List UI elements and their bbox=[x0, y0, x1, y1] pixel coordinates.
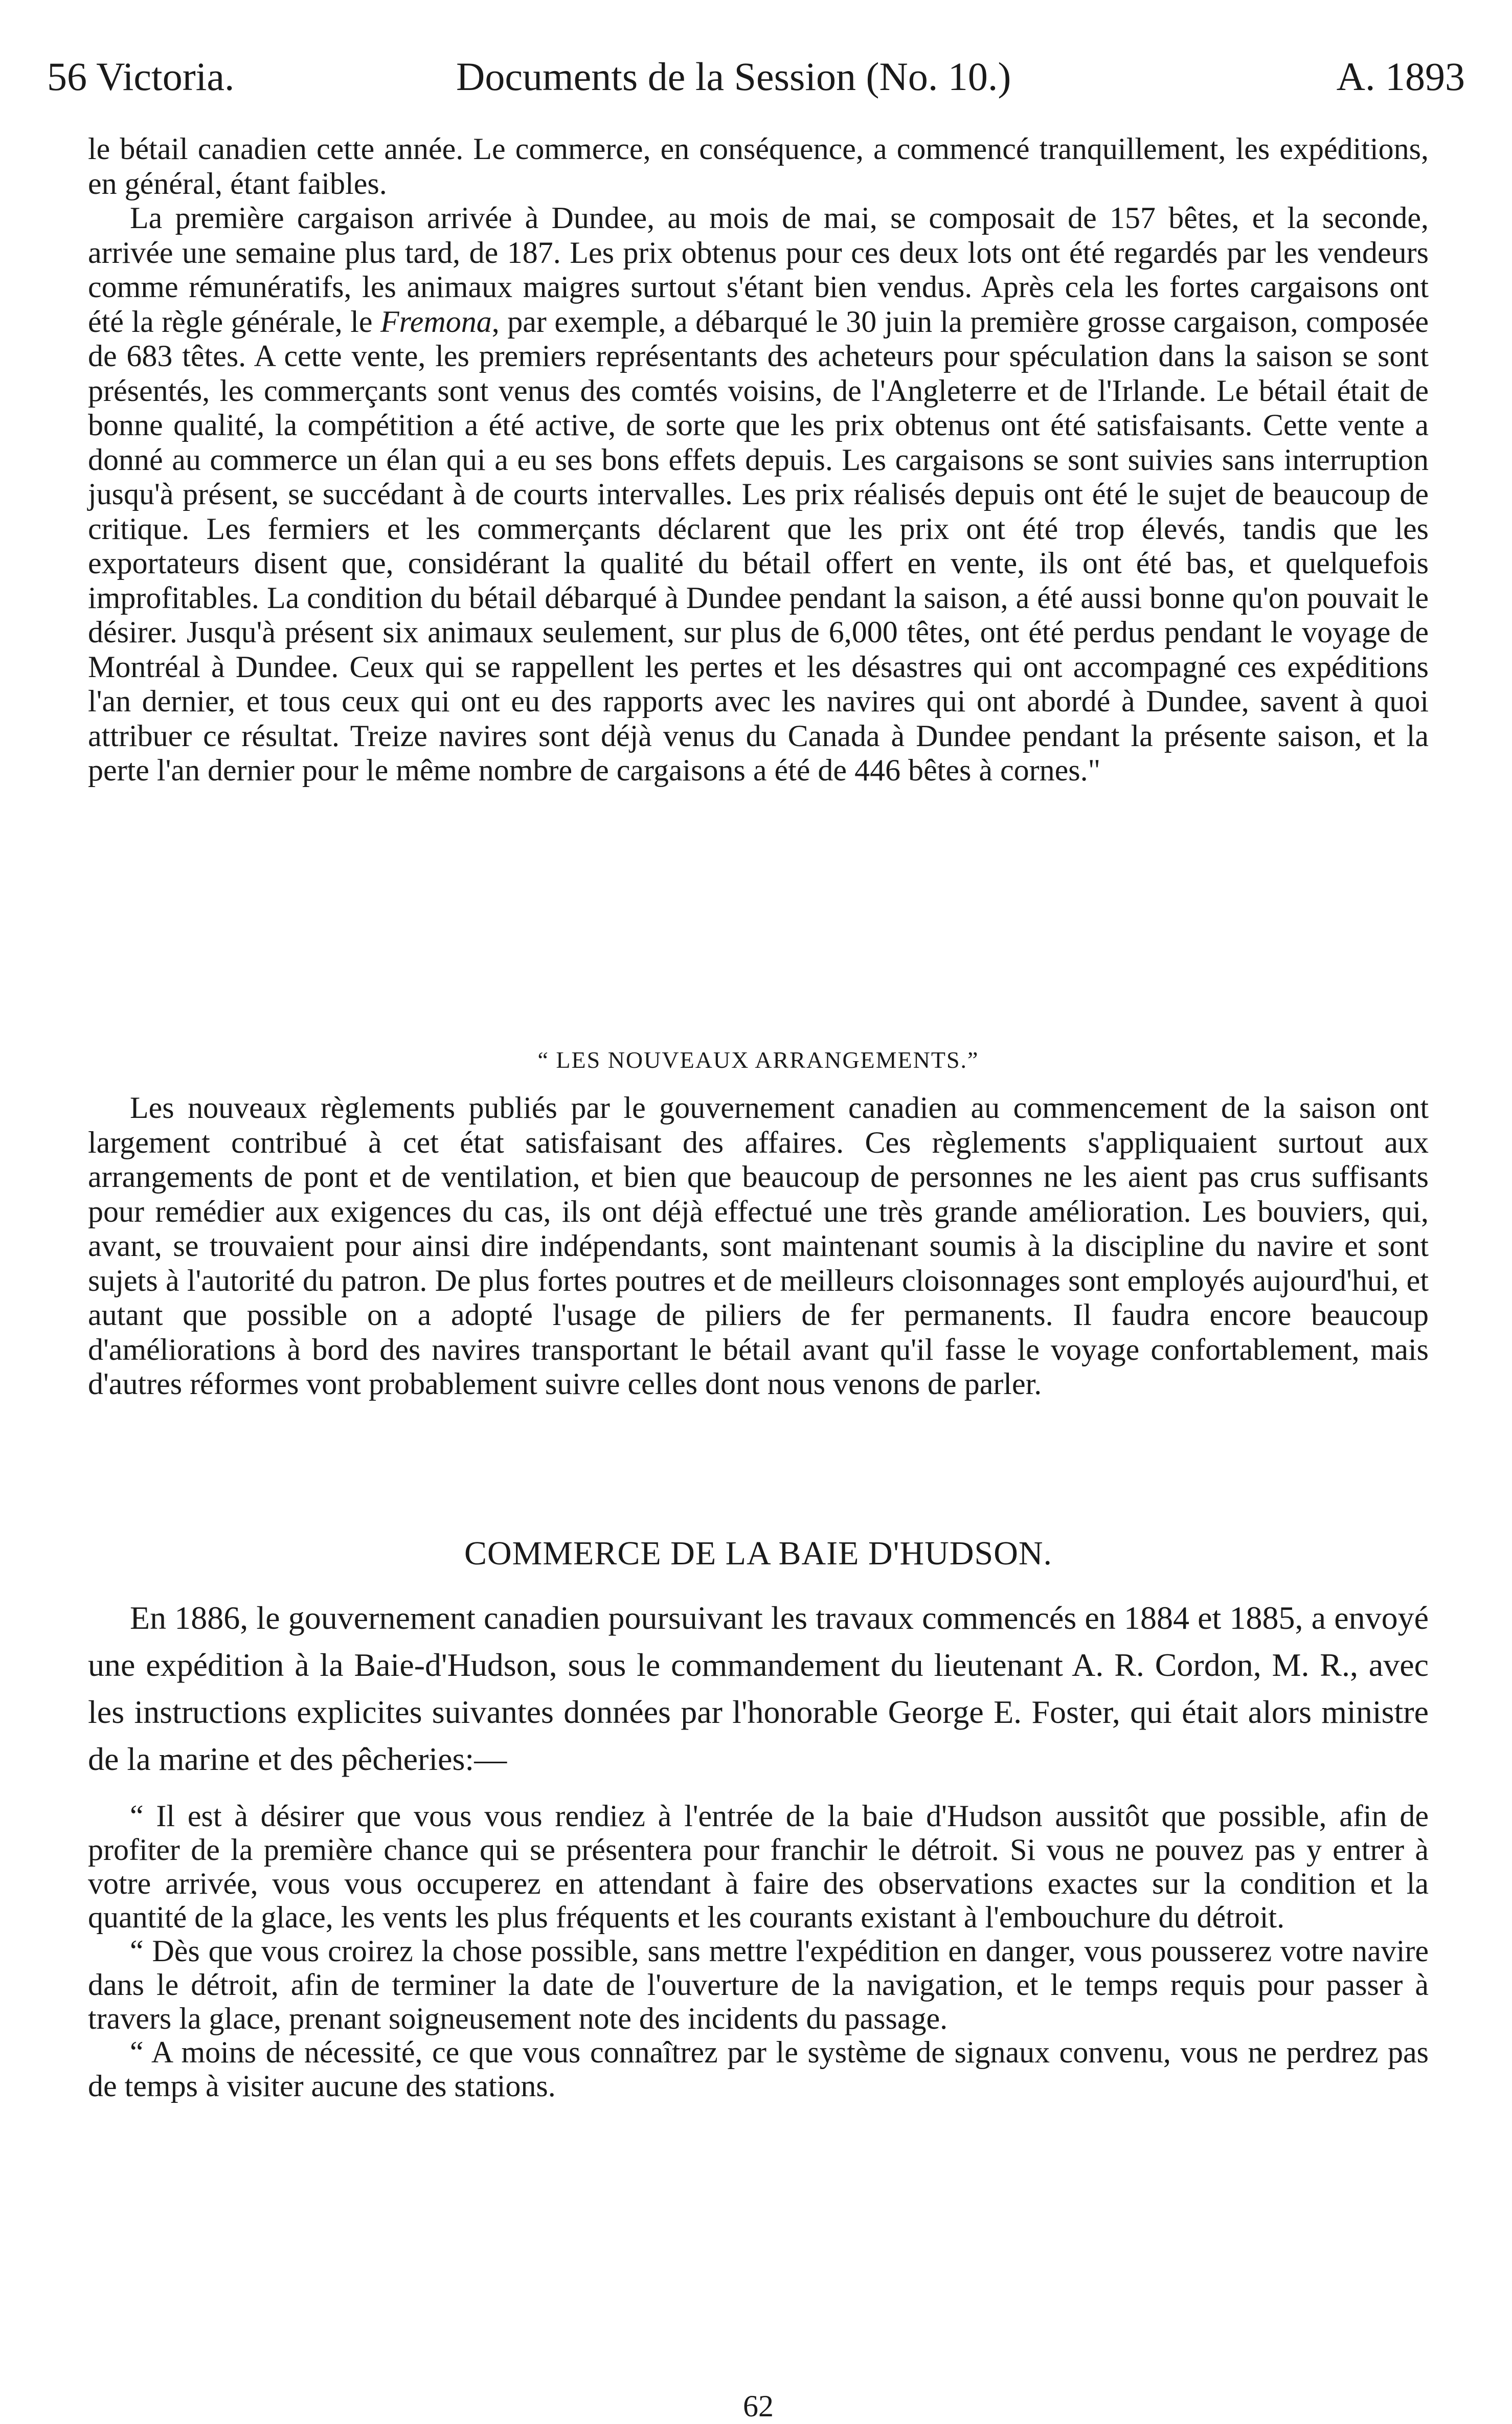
header-year: A. 1893 bbox=[1336, 54, 1465, 99]
section-hudson-body bbox=[88, 1595, 1429, 1783]
header-title: Documents de la Session (No. 10.) bbox=[456, 54, 1011, 99]
paragraph-hudson: En 1886, le gouvernement canadien poursuivant les travaux commencés en 1884 et 1885, a envoyé une expédition à la Baie-d'Hudson, sous le commandement du lieutenant A. R. Cordon, M. R., avec les instructions explicites suivantes données par l'honorable George E. Foster, qui était alors ministre de la marine et des pêcheries:— bbox=[88, 1600, 1429, 1777]
section-arrangements-body bbox=[88, 1091, 1429, 1402]
section-heading-arrangements: “ LES NOUVEAUX ARRANGEMENTS.” bbox=[537, 1047, 979, 1073]
ship-name: Fremona bbox=[380, 304, 492, 339]
page-number: 62 bbox=[743, 2389, 774, 2423]
section-heading-hudson: COMMERCE DE LA BAIE D'HUDSON. bbox=[464, 1535, 1053, 1572]
paragraph-cargaison bbox=[88, 201, 1429, 788]
body-text bbox=[88, 132, 1429, 2423]
paragraph-arrangements: Les nouveaux règlements publiés par le gouvernement canadien au commencement de la saison ont largement contribué à cet état satisfaisant des affaires. Ces règlements s'appliquaient surtout aux arrangements de pont et de ventilation, et bien que beaucoup de personnes ne les aient pas crus suffisants pour remédier aux exigences du cas, ils ont déjà effectué une très grande amélioration. Les bouviers, qui, avant, se trouvaient pour ainsi dire indépendants, sont maintenant soumis à la discipline du navire et sont sujets à l'autorité du patron. De plus fortes poutres et de meilleurs cloisonnages sont employés aujourd'hui, et autant que possible on a adopté l'usage de piliers de fer permanents. Il faudra encore beaucoup d'améliorations à bord des navires transportant le bétail avant qu'il fasse le voyage confortablement, mais d'autres réformes vont probablement suivre celles dont nous venons de parler. bbox=[88, 1091, 1429, 1401]
header-volume: 56 Victoria. bbox=[47, 54, 235, 99]
paragraph-cargaison-part1: La première cargaison arrivée à Dundee, au mois de mai, se composait de 157 bêtes, et la seconde, arrivée une semaine plus tard, de 187. Les prix obtenus pour ces deux lots ont été regardés par les vendeurs comme rémunératifs, les animaux maigres surtout s'étant bien vendus. Après cela les fortes cargaisons ont été la règle générale, le bbox=[88, 201, 1429, 339]
paragraph-continuation: le bétail canadien cette année. Le commerce, en conséquence, a commencé tranquillement, les expéditions, en général, étant faibles. bbox=[88, 132, 1429, 200]
instructions-quote bbox=[88, 1799, 1429, 2103]
quote-paragraph-2: “ Dès que vous croirez la chose possible, sans mettre l'expédition en danger, vous pousserez votre navire dans le détroit, afin de terminer la date de l'ouverture de la navigation, et le temps requis pour passer à travers la glace, prenant soigneusement note des incidents du passage. bbox=[88, 1934, 1429, 2035]
quote-paragraph-3: “ A moins de nécessité, ce que vous connaîtrez par le système de signaux convenu, vous ne perdrez pas de temps à visiter aucune des stations. bbox=[88, 2035, 1429, 2103]
running-header bbox=[47, 51, 1465, 102]
paragraph-cargaison-part2: , par exemple, a débarqué le 30 juin la première grosse cargaison, composée de 683 têtes. A cette vente, les premiers représentants des acheteurs pour spéculation dans la saison se sont présentés, les commerçants sont venus des comtés voisins, de l'Angleterre et de l'Irlande. Le bétail était de bonne qualité, la compétition a été active, de sorte que les prix obtenus ont été satisfaisants. Cette vente a donné au commerce un élan qui a eu ses bons effets depuis. Les cargaisons se sont suivies sans interruption jusqu'à présent, se succédant à de courts intervalles. Les prix réalisés depuis ont été le sujet de beaucoup de critique. Les fermiers et les commerçants déclarent que les prix ont été trop élevés, tandis que les exportateurs disent que, considérant la qualité du bétail offert en vente, ils ont été bas, et quelquefois improfitables. La condition du bétail débarqué à Dundee pendant la saison, a été aussi bonne qu'on pouvait le désirer. Jusqu'à présent six animaux seulement, sur plus de 6,000 têtes, ont été perdus pendant le voyage de Montréal à Dundee. Ceux qui se rappellent les pertes et les désastres qui ont accompagné ces expéditions l'an dernier, et tous ceux qui ont eu des rapports avec les navires qui ont abordé à Dundee, savent à quoi attribuer ce résultat. Treize navires sont déjà venus du Canada à Dundee pendant la présente saison, et la perte l'an dernier pour le même nombre de cargaisons a été de 446 bêtes à cornes." bbox=[88, 304, 1429, 787]
quote-paragraph-1: “ Il est à désirer que vous vous rendiez à l'entrée de la baie d'Hudson aussitôt que possible, afin de profiter de la première chance qui se présentera pour franchir le détroit. Si vous ne pouvez pas y entrer à votre arrivée, vous vous occuperez en attendant à faire des observations exactes sur la condition et la quantité de la glace, les vents les plus fréquents et les courants existant à l'embouchure du détroit. bbox=[88, 1799, 1429, 1934]
